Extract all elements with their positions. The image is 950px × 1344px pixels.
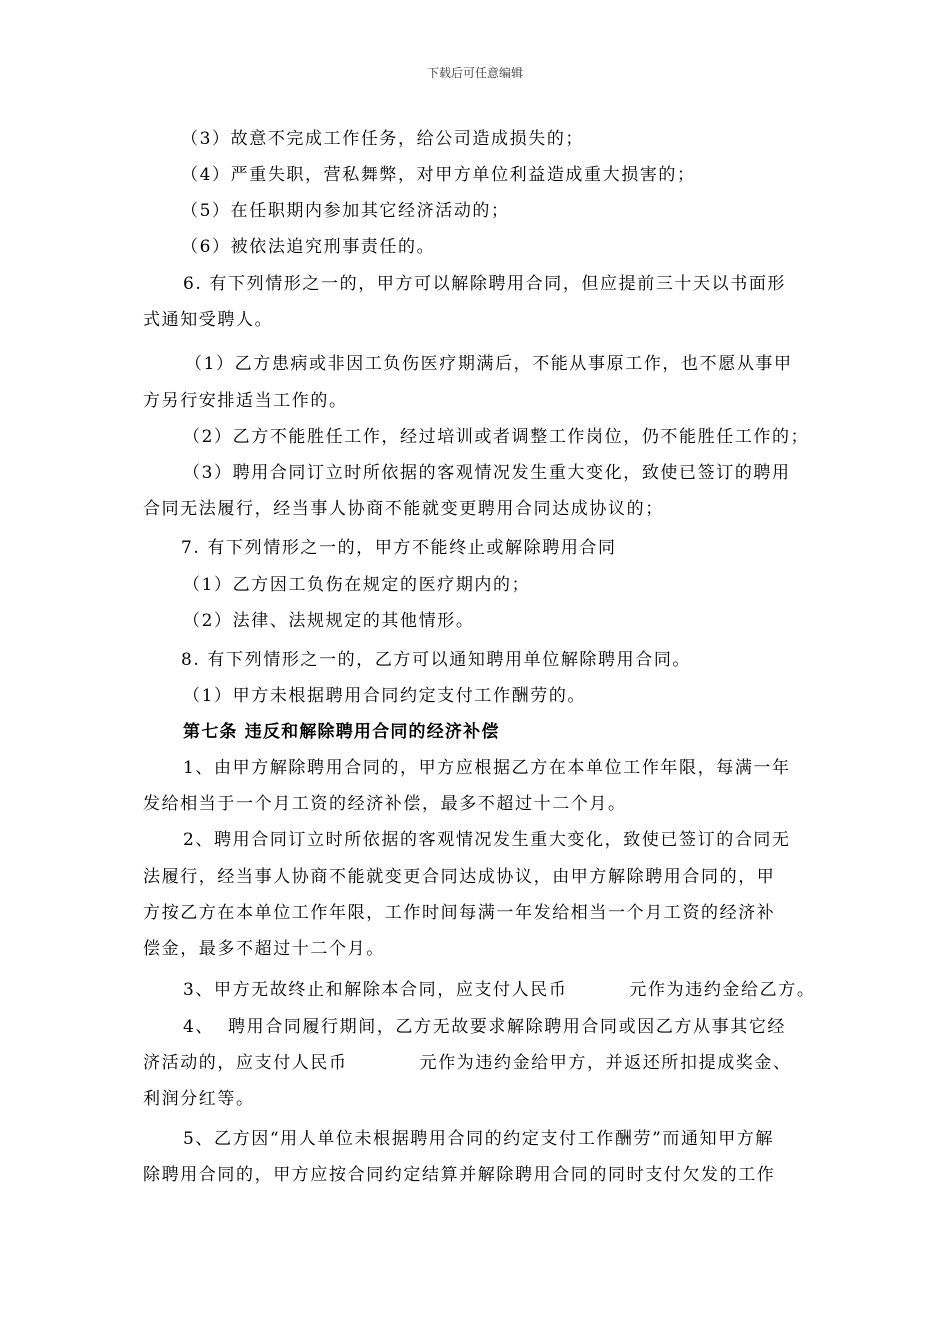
text-segment: 4、 bbox=[183, 1017, 215, 1037]
text-line: （4）严重失职，营私舞弊，对甲方单位利益造成重大损害的； bbox=[181, 165, 696, 185]
text-line: （1）甲方未根据聘用合同约定支付工作酬劳的。 bbox=[183, 686, 587, 706]
text-line: 式通知受聘人。 bbox=[143, 310, 274, 330]
text-line: 2、聘用合同订立时所依据的客观情况发生重大变化，致使已签订的合同无 bbox=[183, 830, 791, 850]
text-line bbox=[0, 1052, 950, 1074]
text-line: 除聘用合同的，甲方应按合同约定结算并解除聘用合同的同时支付欠发的工作 bbox=[143, 1165, 776, 1185]
page-header: 下载后可任意编辑 bbox=[426, 66, 523, 80]
text-line: 1、由甲方解除聘用合同的，甲方应根据乙方在本单位工作年限，每满一年 bbox=[183, 758, 791, 778]
text-line: （3）故意不完成工作任务，给公司造成损失的； bbox=[181, 129, 585, 149]
text-segment: 聘用合同履行期间，乙方无故要求解除聘用合同或因乙方从事其它经 bbox=[228, 1017, 787, 1037]
text-line: （1）乙方因工负伤在规定的医疗期内的； bbox=[183, 575, 531, 595]
text-line: 偿金，最多不超过十二个月。 bbox=[143, 939, 385, 959]
text-line: 5、乙方因“用人单位未根据聘用合同的约定支付工作酬劳”而通知甲方解 bbox=[183, 1129, 774, 1149]
section-heading: 第七条 违反和解除聘用合同的经济补偿 bbox=[183, 722, 500, 742]
text-line: 发给相当于一个月工资的经济补偿，最多不超过十二个月。 bbox=[143, 794, 627, 814]
text-line: （6）被依法追究刑事责任的。 bbox=[181, 237, 436, 257]
text-line: （1）乙方患病或非因工负伤医疗期满后，不能从事原工作，也不愿从事甲 bbox=[185, 354, 793, 374]
text-line: （2）乙方不能胜任工作，经过培训或者调整工作岗位，仍不能胜任工作的； bbox=[183, 427, 810, 447]
text-line bbox=[0, 1016, 950, 1038]
text-line bbox=[0, 979, 950, 1001]
text-line: 合同无法履行，经当事人协商不能就变更聘用合同达成协议的； bbox=[143, 499, 664, 519]
text-line: （2）法律、法规规定的其他情形。 bbox=[183, 611, 475, 631]
text-segment: 元作为违约金给甲方，并返还所扣提成奖金、 bbox=[419, 1053, 792, 1073]
text-line: 利润分红等。 bbox=[143, 1089, 255, 1109]
text-line: 方按乙方在本单位工作年限，工作时间每满一年发给相当一个月工资的经济补 bbox=[143, 903, 776, 923]
text-line: 方另行安排适当工作的。 bbox=[143, 391, 348, 411]
text-line: 7. 有下列情形之一的，甲方不能终止或解除聘用合同 bbox=[181, 538, 617, 558]
text-line: （5）在任职期内参加其它经济活动的； bbox=[181, 201, 510, 221]
text-line: 8. 有下列情形之一的，乙方可以通知聘用单位解除聘用合同。 bbox=[181, 650, 692, 670]
text-segment: 元作为违约金给乙方。 bbox=[629, 980, 816, 1000]
text-line: 6. 有下列情形之一的，甲方可以解除聘用合同，但应提前三十天以书面形 bbox=[183, 274, 787, 294]
text-segment: 3、甲方无故终止和解除本合同，应支付人民币 bbox=[183, 980, 568, 1000]
text-line: （3）聘用合同订立时所依据的客观情况发生重大变化，致使已签订的聘用 bbox=[183, 463, 791, 483]
text-line: 法履行，经当事人协商不能就变更合同达成协议，由甲方解除聘用合同的，甲 bbox=[143, 867, 776, 887]
text-segment: 济活动的，应支付人民币 bbox=[143, 1053, 348, 1073]
